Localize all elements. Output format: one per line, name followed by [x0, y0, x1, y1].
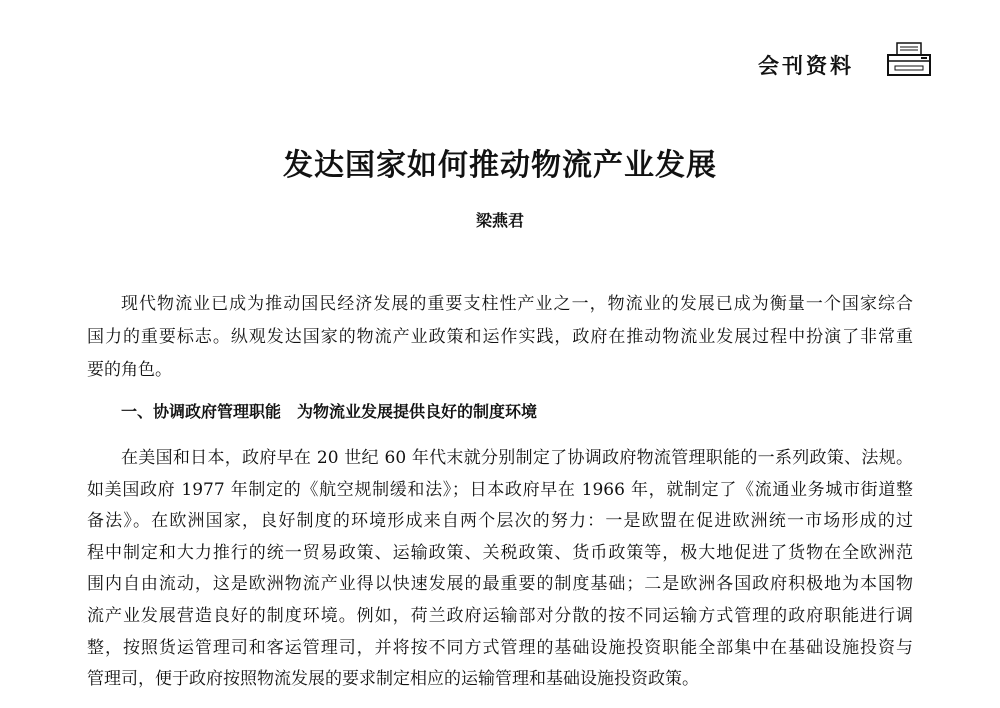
- text-line: 现代物流业已成为推动国民经济发展的重要支柱性产业之一，物流业的发展已成为衡量一个国家综合: [121, 294, 913, 314]
- body-paragraph: [87, 443, 913, 696]
- section-label: 会刊资料: [758, 54, 854, 78]
- text-line: 如美国政府 1977 年制定的《航空规制缓和法》；日本政府早在 1966 年，就制定了《流通业务城市街道整: [87, 479, 913, 500]
- text-line: 程中制定和大力推行的统一贸易政策、运输政策、关税政策、货币政策等，极大地促进了货物在全欧洲范: [87, 542, 913, 563]
- text-line: 整，按照货运管理司和客运管理司，并将按不同方式管理的基础设施投资职能全部集中在基础设施投资与: [87, 637, 913, 658]
- article-title: 发达国家如何推动物流产业发展: [283, 148, 717, 183]
- text-line: 流产业发展营造良好的制度环境。例如，荷兰政府运输部对分散的按不同运输方式管理的政府职能进行调: [87, 605, 913, 626]
- text-line: 在美国和日本，政府早在 20 世纪 60 年代末就分别制定了协调政府物流管理职能的一系列政策、法规。: [121, 448, 913, 468]
- text-line: 围内自由流动，这是欧洲物流产业得以快速发展的最重要的制度基础；二是欧洲各国政府积极地为本国物: [87, 574, 913, 595]
- text-line: 备法》。在欧洲国家，良好制度的环境形成来自两个层次的努力：一是欧盟在促进欧洲统一市场形成的过: [87, 511, 913, 532]
- text-line: 国力的重要标志。纵观发达国家的物流产业政策和运作实践，政府在推动物流业发展过程中扮演了非常重: [87, 327, 913, 347]
- text-line: 管理司，便于政府按照物流发展的要求制定相应的运输管理和基础设施投资政策。: [87, 669, 699, 690]
- intro-paragraph: [87, 288, 913, 387]
- printer-icon: [885, 42, 933, 78]
- article-author: 梁燕君: [475, 211, 524, 230]
- text-line: 要的角色。: [87, 360, 172, 380]
- section-heading: 一、协调政府管理职能 为物流业发展提供良好的制度环境: [121, 402, 538, 421]
